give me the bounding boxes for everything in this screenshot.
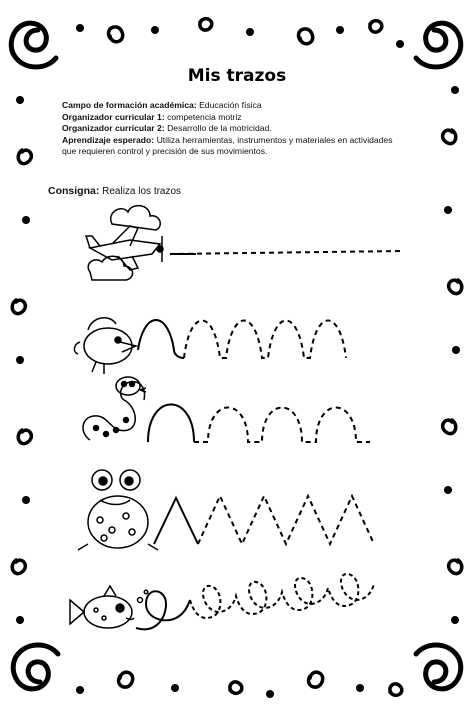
aprendizaje-value: Utiliza herramientas, instrumentos y materiales en actividades que requieren control y precisión de sus movimientos. xyxy=(62,134,393,156)
arch-dashed-trace xyxy=(194,408,370,443)
wave-dashed-trace xyxy=(184,321,346,359)
snake-icon xyxy=(83,377,146,440)
org1-label: Organizador curricular 1: xyxy=(62,111,165,122)
wave-solid-trace xyxy=(138,320,184,358)
loop-dashed-trace xyxy=(190,574,374,618)
frog-icon xyxy=(78,470,158,550)
arch-solid-trace xyxy=(148,405,194,443)
zigzag-solid-trace xyxy=(154,498,198,544)
org2-label: Organizador curricular 2: xyxy=(62,123,165,133)
org1-value: competencia motriz xyxy=(167,111,242,122)
worksheet-title: Mis trazos xyxy=(187,66,287,86)
zigzag-dashed-trace xyxy=(198,496,374,544)
consigna-value: Realiza los trazos xyxy=(102,186,182,197)
campo-label: Campo de formación académica: xyxy=(62,100,197,110)
campo-value: Educación física xyxy=(199,100,262,110)
bird-icon xyxy=(74,318,136,374)
org2-value: Desarrollo de la motricidad. xyxy=(167,123,272,133)
aprendizaje-label: Aprendizaje esperado: xyxy=(62,134,155,145)
straight-dashed-trace xyxy=(170,251,402,254)
fish-icon xyxy=(70,586,148,628)
consigna-label: Consigna: xyxy=(48,185,100,197)
loop-solid-trace xyxy=(136,591,190,629)
airplane-icon xyxy=(86,206,163,280)
